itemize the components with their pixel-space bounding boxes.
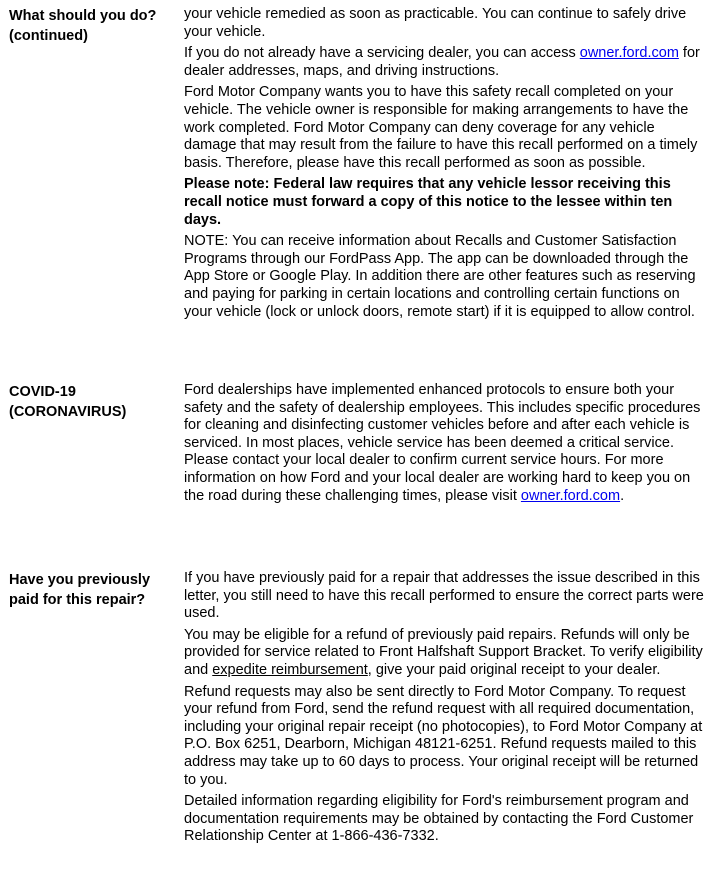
federal-law-note: Please note: Federal law requires that any vehicle lessor receiving this recall notice must forward a copy of this notice to the lessee within ten days. [184,176,673,228]
paragraph: Detailed information regarding eligibility for Ford's reimbursement program and documentation requirements may be obtained by contacting the Ford Customer Relationship Center at 1-866-436-7332. [184,793,694,845]
heading-line-2: (continued) [9,28,88,44]
text: . [620,487,625,504]
text: Ford dealerships have implemented enhanced protocols to ensure both your safety and the safety of dealership employees. This includes specific procedures for cleaning and disinfecting customer vehicles before and after each vehicle is serviced. In most places, vehicle service has been deemed a critical service. Please contact your local dealer to confirm current service hours. For more information on how Ford and your local dealer are working hard to keep you on the road during these challenging times, please visit [184,382,701,504]
text: If you do not already have a servicing dealer, you can access [184,45,580,62]
section-body [184,382,704,509]
paragraph: your vehicle remedied as soon as practicable. You can continue to safely drive your vehicle. [184,6,687,40]
text: for dealer addresses, maps, and driving instructions. [184,45,700,79]
section-body [184,570,704,850]
heading-line-1: COVID-19 [9,384,76,400]
paragraph-refund [184,627,704,680]
heading-line-2: paid for this repair? [9,592,146,608]
fordpass-note: NOTE: You can receive information about Recalls and Customer Satisfaction Programs through our FordPass App. The app can be downloaded through the App Store or Google Play. In addition there are other features such as reserving and paying for parking in certain locations and controlling certain functions on your vehicle (lock or unlock doors, remote start) if it is equipped to allow control. [184,233,696,320]
paragraph-dealer [184,45,704,80]
heading-line-2: (CORONAVIRUS) [9,404,127,420]
section-heading [9,570,179,610]
underlined-text: expedite reimbursement [212,661,368,678]
paragraph-covid [184,382,704,505]
paragraph: If you have previously paid for a repair that addresses the issue described in this letter, you still need to have this recall performed to ensure the correct parts were used. [184,570,704,622]
paragraph: Ford Motor Company wants you to have this safety recall completed on your vehicle. The vehicle owner is responsible for making arrangements to have the work completed. Ford Motor Company can deny coverage for any vehicle damage that may result from the failure to have this recall performed on a timely basis. Therefore, please have this recall performed as soon as possible. [184,84,698,171]
section-heading [9,382,179,422]
owner-ford-link[interactable]: owner.ford.com [520,487,621,504]
section-heading [9,6,179,46]
heading-line-1: What should you do? [9,8,157,24]
text: , give your paid original receipt to your dealer. [367,661,661,678]
heading-line-1: Have you previously [9,572,151,588]
section-body [184,6,704,325]
owner-ford-link[interactable]: owner.ford.com [579,45,679,62]
paragraph: Refund requests may also be sent directly to Ford Motor Company. To request your refund from Ford, send the refund request with all required documentation, including your original repair receipt (no photocopies), to Ford Motor Company at P.O. Box 6251, Dearborn, Michigan 48121-6251. Refund requests mailed to this address may take up to 60 days to process. Your original receipt will be returned to you. [184,683,703,788]
text: You may be eligible for a refund of previously paid repairs. Refunds will only be provided for service related to Front Halfshaft Support Bracket. To verify eligibility and [184,626,703,678]
